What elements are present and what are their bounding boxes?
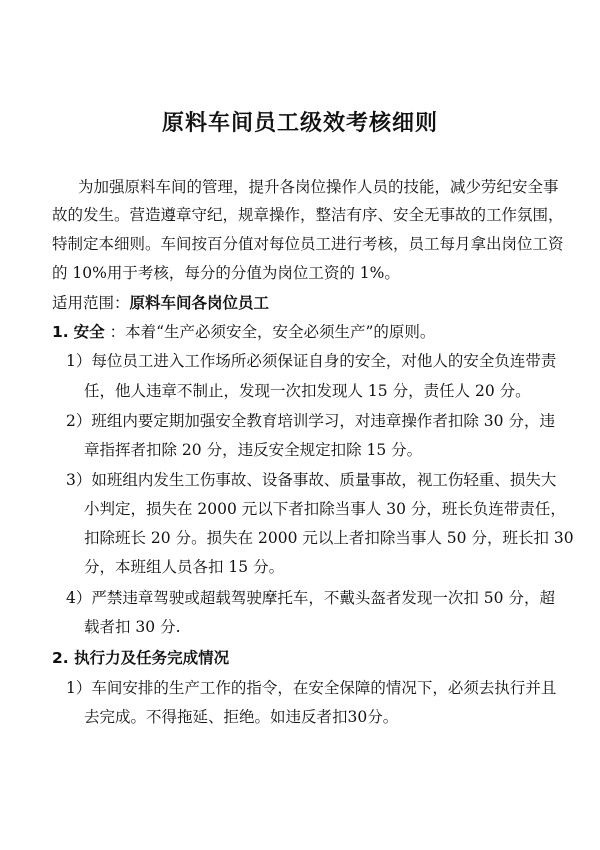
scope-label: 适用范围： xyxy=(52,294,130,312)
section-1-heading xyxy=(52,322,435,342)
item-2-1-line-1: 1）车间安排的生产工作的指令，在安全保障的情况下，必须去执行并且 xyxy=(66,679,557,697)
scope-line xyxy=(52,293,269,313)
item-1-3-line-4: 分，本班组人员各扣 15 分。 xyxy=(84,558,285,576)
intro-line-1: 为加强原料车间的管理，提升各岗位操作人员的技能，减少劳纪安全事 xyxy=(78,178,559,196)
section-1-title: 安全 xyxy=(73,323,105,341)
item-1-4-line-1: 4）严禁违章驾驶或超载驾驶摩托车，不戴头盔者发现一次扣 50 分，超 xyxy=(66,589,555,607)
section-2-heading: 2. 执行力及任务完成情况 xyxy=(52,649,230,667)
item-2-1-line-2: 去完成。不得拖延、拒绝。如违反者扣30分。 xyxy=(84,708,399,726)
intro-line-4: 的 10%用于考核，每分的分值为岗位工资的 1%。 xyxy=(52,264,400,282)
item-1-2-line-2: 章指挥者扣除 20 分，违反安全规定扣除 15 分。 xyxy=(84,441,423,459)
section-1-number: 1. xyxy=(52,323,69,341)
intro-line-3: 特制定本细则。车间按百分值对每位员工进行考核，员工每月拿出岗位工资 xyxy=(52,235,564,253)
scope-value: 原料车间各岗位员工 xyxy=(129,294,270,312)
item-1-3-line-3: 扣除班长 20 分。损失在 2000 元以上者扣除当事人 50 分，班长扣 30 xyxy=(84,529,574,547)
document-title: 原料车间员工级效考核细则 xyxy=(161,111,438,136)
item-1-3-line-2: 小判定，损失在 2000 元以下者扣除当事人 30 分，班长负连带责任， xyxy=(84,500,566,518)
section-1-principle: ：本着“生产必须安全，安全必须生产”的原则。 xyxy=(104,323,436,341)
item-1-3-line-1: 3）如班组内发生工伤事故、设备事故、质量事故，视工伤轻重、损失大 xyxy=(66,471,557,489)
item-1-1-line-2: 任，他人违章不制止，发现一次扣发现人 15 分，责任人 20 分。 xyxy=(84,382,531,400)
item-1-4-line-2: 载者扣 30 分. xyxy=(84,618,181,636)
item-1-2-line-1: 2）班组内要定期加强安全教育培训学习，对违章操作者扣除 30 分，违 xyxy=(66,412,555,430)
intro-line-2: 故的发生。营造遵章守纪，规章操作，整洁有序、安全无事故的工作氛围， xyxy=(52,206,564,224)
item-1-1-line-1: 1）每位员工进入工作场所必须保证自身的安全，对他人的安全负连带责 xyxy=(66,352,557,370)
